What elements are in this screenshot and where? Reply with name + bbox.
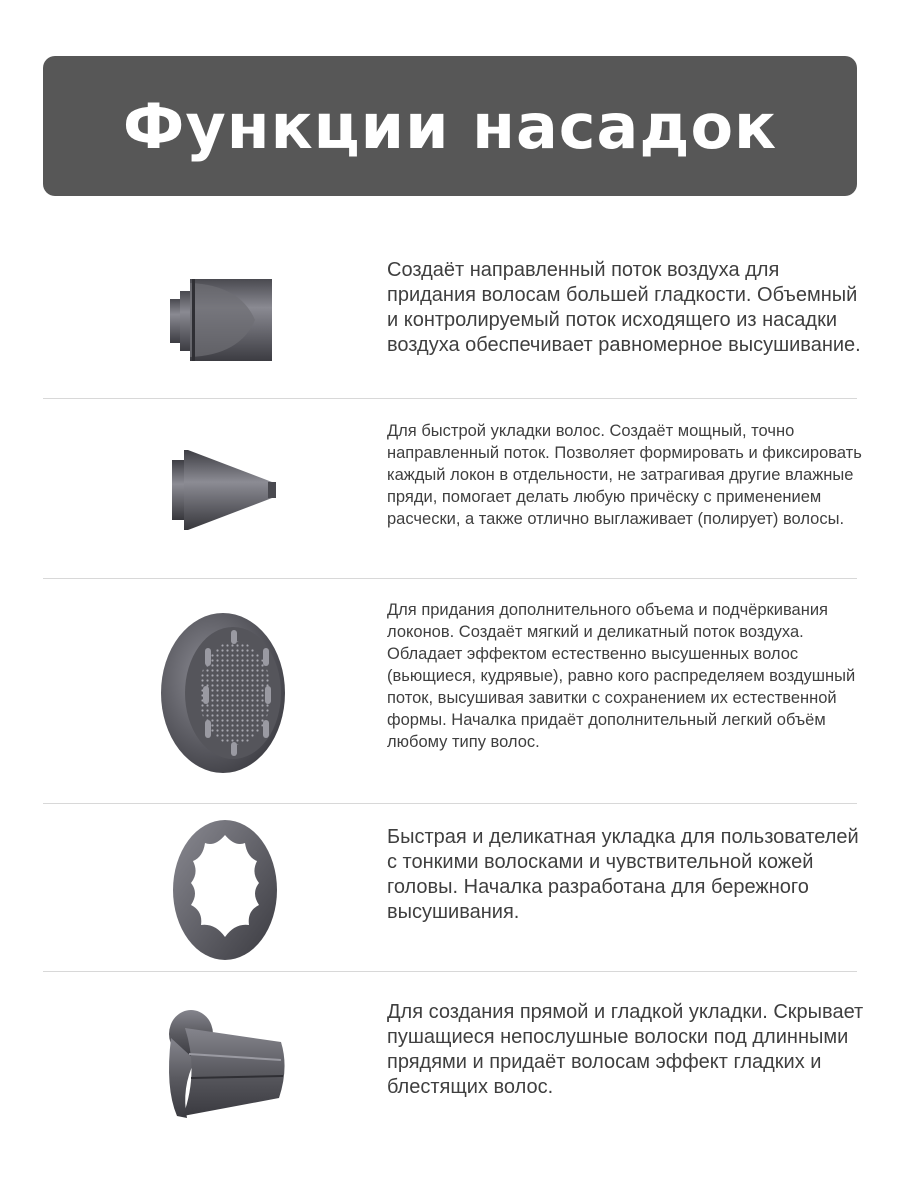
styling-concentrator-image — [140, 405, 310, 575]
gentle-air-attachment-image — [140, 810, 310, 970]
nozzle-row-flyaway — [0, 978, 900, 1148]
diffuser-image — [140, 585, 310, 800]
row-divider — [43, 398, 857, 399]
nozzle-row-smoothing — [0, 245, 900, 395]
nozzle-row-diffuser — [0, 585, 900, 800]
nozzle-description: Для создания прямой и гладкой укладки. Скрывает пушащиеся непослушные волоски под длинными прядями и придаёт волосам эффект гладких и блестящих волос. — [387, 1001, 864, 1098]
title-banner — [43, 56, 857, 196]
page-title: Функции насадок — [122, 89, 778, 163]
nozzle-description: Для быстрой укладки волос. Создаёт мощный, точно направленный поток. Позволяет формировать и фиксировать каждый локон в отдельности, не затрагивая другие влажные пряди, помогает делать любую причёску с применением расчески, а также отлично выглаживает (полирует) волосы. — [387, 422, 862, 528]
row-divider — [43, 803, 857, 804]
nozzle-description: Быстрая и деликатная укладка для пользователей с тонкими волосками и чувствительной кожей головы. Началка разработана для бережного высушивания. — [387, 826, 859, 923]
smoothing-nozzle-image — [140, 245, 310, 395]
nozzle-description: Для придания дополнительного объема и подчёркивания локонов. Создаёт мягкий и деликатный поток воздуха. Обладает эффектом естественно высушенных волос (вьющиеся, кудрявые), равно кого распределяем воздушный поток, высушивая завитки с сохранением их естественной формы. Началка придаёт дополнительный легкий объём любому типу волос. — [387, 601, 856, 751]
nozzle-description: Создаёт направленный поток воздуха для придания волосам большей гладкости. Объемный и контролируемый поток исходящего из насадки воздуха обеспечивает равномерное высушивание. — [387, 259, 861, 356]
nozzle-row-gentle-air — [0, 810, 900, 970]
nozzle-row-concentrator — [0, 405, 900, 575]
row-divider — [43, 971, 857, 972]
flyaway-attachment-image — [140, 978, 310, 1148]
row-divider — [43, 578, 857, 579]
